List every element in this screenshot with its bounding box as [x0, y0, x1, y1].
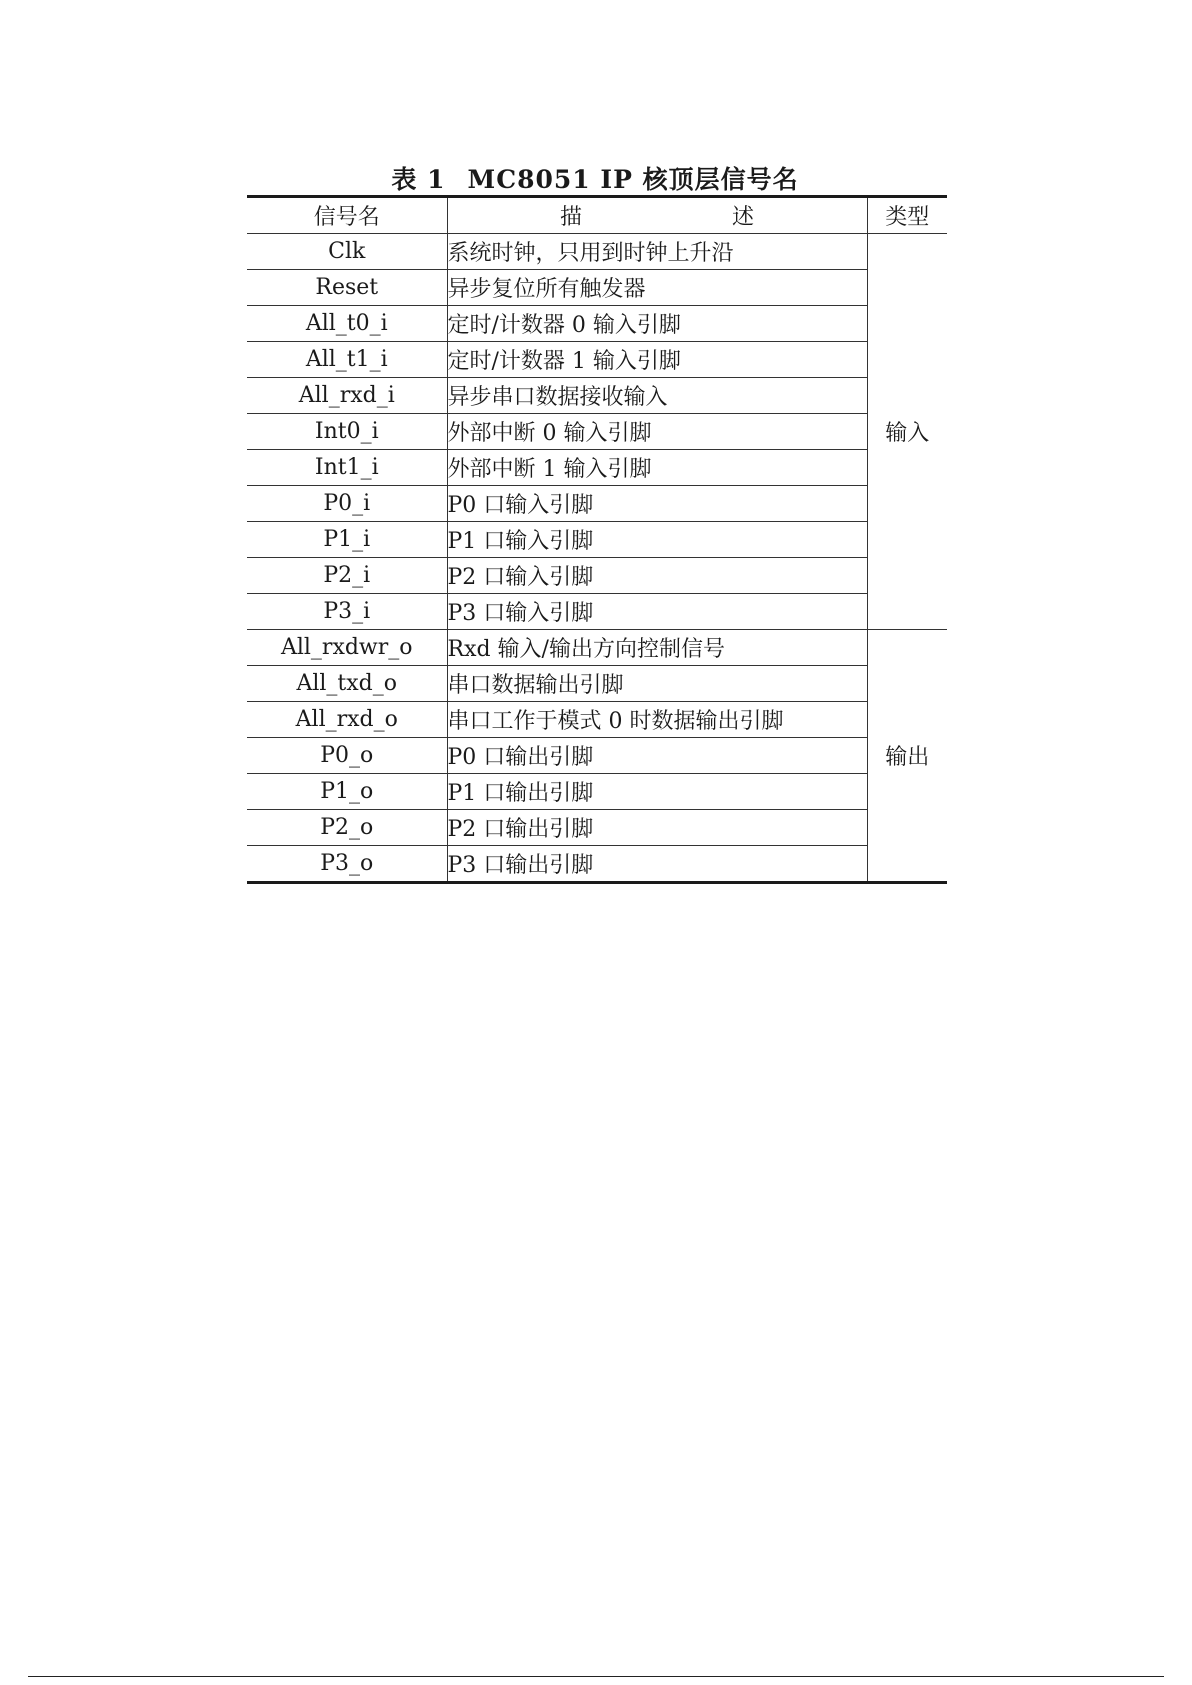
signal-name: P2_o: [247, 810, 447, 846]
signal-description: 定时/计数器 1 输入引脚: [447, 342, 867, 378]
header-description-part1: 描: [559, 205, 582, 230]
page-bottom-rule: [28, 1676, 1164, 1677]
header-signal-name: 信号名: [247, 197, 447, 234]
table-row: [247, 306, 947, 342]
signal-description: 串口工作于模式 0 时数据输出引脚: [447, 702, 867, 738]
signal-description: P3 口输入引脚: [447, 594, 867, 630]
table-row: [247, 594, 947, 630]
signal-table: [247, 195, 947, 884]
table-row: [247, 486, 947, 522]
table-row: [247, 450, 947, 486]
table-row: [247, 378, 947, 414]
header-row: [247, 197, 947, 234]
signal-name: Clk: [247, 234, 447, 270]
signal-description: 异步串口数据接收输入: [447, 378, 867, 414]
signal-name: Reset: [247, 270, 447, 306]
table-row: [247, 846, 947, 883]
signal-name: P1_i: [247, 522, 447, 558]
signal-description: P1 口输出引脚: [447, 774, 867, 810]
table-row: [247, 558, 947, 594]
signal-name: All_rxdwr_o: [247, 630, 447, 666]
table-row: [247, 738, 947, 774]
table-row: [247, 414, 947, 450]
table-row: [247, 666, 947, 702]
table-row: [247, 810, 947, 846]
signal-name: P2_i: [247, 558, 447, 594]
table-row: [247, 702, 947, 738]
signal-name: P3_o: [247, 846, 447, 883]
signal-description: 异步复位所有触发器: [447, 270, 867, 306]
signal-description: 定时/计数器 0 输入引脚: [447, 306, 867, 342]
signal-name: P0_o: [247, 738, 447, 774]
table-caption: [240, 160, 950, 196]
type-input: 输入: [867, 234, 947, 630]
table-number: 表 1: [391, 165, 446, 194]
signal-description: P0 口输入引脚: [447, 486, 867, 522]
signal-description: P2 口输入引脚: [447, 558, 867, 594]
signal-description: Rxd 输入/输出方向控制信号: [447, 630, 867, 666]
signal-description: 串口数据输出引脚: [447, 666, 867, 702]
signal-name: All_rxd_o: [247, 702, 447, 738]
table-row: [247, 234, 947, 270]
signal-description: 外部中断 0 输入引脚: [447, 414, 867, 450]
table-row: [247, 342, 947, 378]
signal-name: P1_o: [247, 774, 447, 810]
signal-description: P0 口输出引脚: [447, 738, 867, 774]
type-output: 输出: [867, 630, 947, 883]
signal-description: P3 口输出引脚: [447, 846, 867, 883]
signal-name: Int0_i: [247, 414, 447, 450]
signal-name: Int1_i: [247, 450, 447, 486]
table-title: MC8051 IP 核顶层信号名: [467, 165, 799, 194]
table-row: [247, 630, 947, 666]
header-type: 类型: [867, 197, 947, 234]
signal-description: P2 口输出引脚: [447, 810, 867, 846]
signal-name: P3_i: [247, 594, 447, 630]
signal-name: P0_i: [247, 486, 447, 522]
signal-name: All_t0_i: [247, 306, 447, 342]
table-row: [247, 522, 947, 558]
header-description-part2: 述: [732, 205, 755, 230]
table-row: [247, 774, 947, 810]
signal-description: 外部中断 1 输入引脚: [447, 450, 867, 486]
signal-name: All_t1_i: [247, 342, 447, 378]
table-row: [247, 270, 947, 306]
signal-description: 系统时钟，只用到时钟上升沿: [447, 234, 867, 270]
header-description: [447, 197, 867, 234]
signal-description: P1 口输入引脚: [447, 522, 867, 558]
signal-name: All_txd_o: [247, 666, 447, 702]
signal-name: All_rxd_i: [247, 378, 447, 414]
